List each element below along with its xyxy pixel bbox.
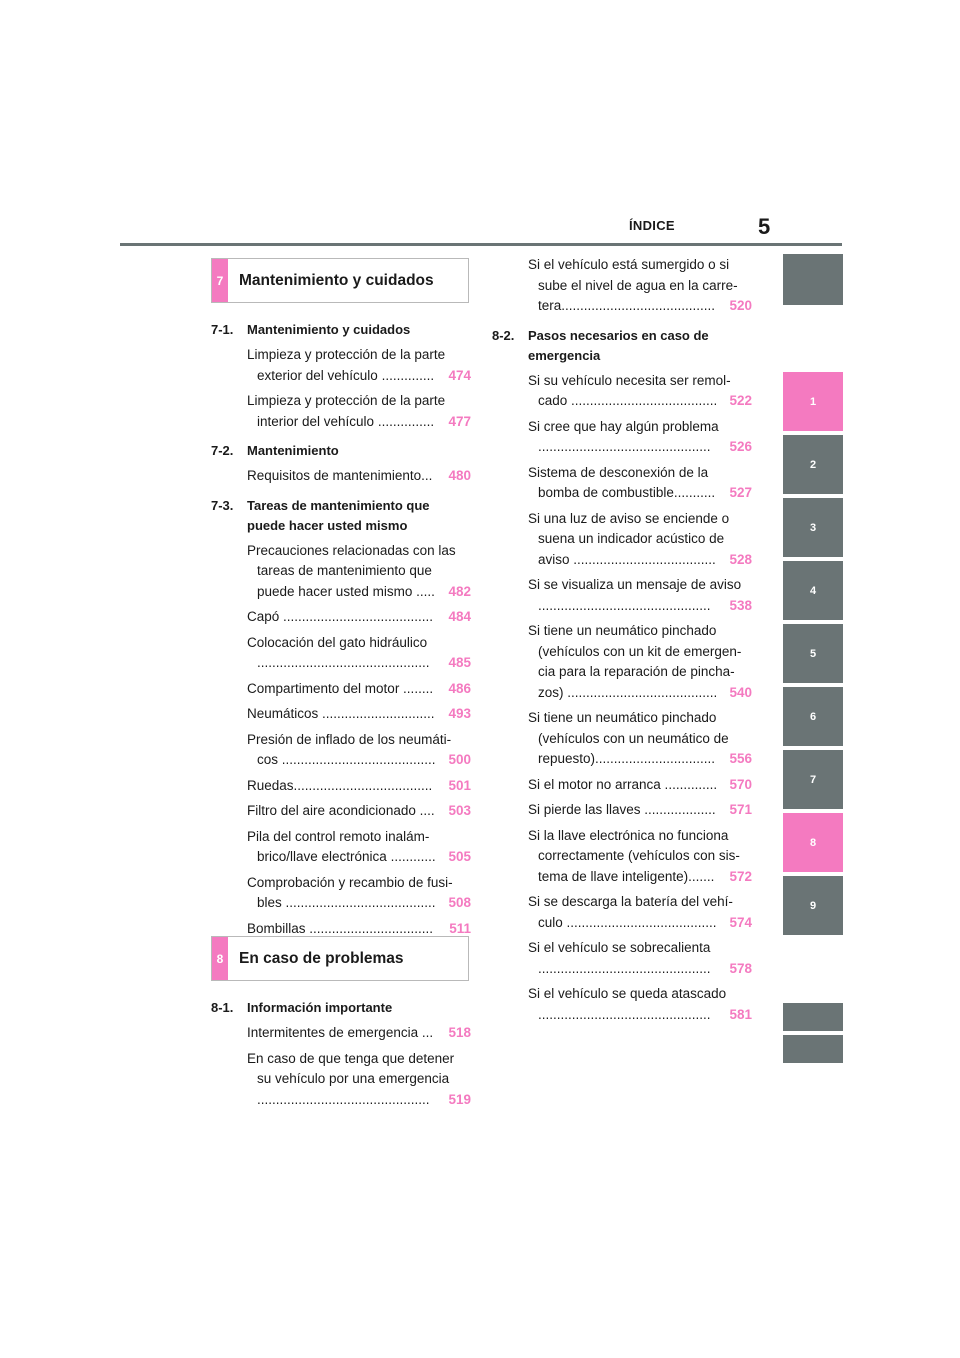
page-link[interactable]: 503	[445, 801, 471, 822]
page-link[interactable]: 518	[445, 1023, 471, 1044]
page-number: 5	[758, 214, 771, 239]
toc-entry[interactable]: Si cree que hay algún problema .............................................. 526	[492, 417, 752, 458]
page-link[interactable]: 527	[726, 483, 752, 504]
page-link[interactable]: 493	[445, 704, 471, 725]
page-link[interactable]: 540	[726, 683, 752, 704]
section-title: Mantenimiento y cuidados	[239, 271, 434, 289]
page-link[interactable]: 571	[726, 800, 752, 821]
toc-group-8-2	[492, 326, 752, 1026]
group-heading: 7-1. Mantenimiento y cuidados	[211, 322, 411, 337]
page-link[interactable]: 477	[445, 412, 471, 433]
toc-entry[interactable]: Capó ........................................ 484	[211, 607, 471, 628]
toc-group-7-3	[211, 496, 471, 940]
toc-entry[interactable]: Si se descarga la batería del vehí- culo ........................................ 574	[492, 892, 752, 933]
toc-group-7-2	[211, 441, 471, 487]
page-link[interactable]: 570	[726, 775, 752, 796]
toc-entry[interactable]: Compartimento del motor ........ 486	[211, 679, 471, 700]
page-link[interactable]: 520	[726, 296, 752, 317]
toc-entry[interactable]: Neumáticos .............................. 493	[211, 704, 471, 725]
header-title: ÍNDICE	[629, 218, 675, 233]
page-link[interactable]: 474	[445, 366, 471, 387]
side-tab-1[interactable]: 1	[783, 372, 843, 431]
toc-column-left	[211, 320, 471, 948]
page-link[interactable]: 572	[726, 867, 752, 888]
section-header-7	[211, 258, 469, 303]
toc-entry[interactable]: Precauciones relacionadas con las tareas de mantenimiento que puede hacer usted mismo ..... 482	[211, 541, 471, 603]
header-rule	[120, 243, 842, 246]
page-link[interactable]: 484	[445, 607, 471, 628]
group-heading: 7-2. Mantenimiento	[211, 443, 339, 458]
toc-column-right	[492, 250, 752, 1034]
toc-entry[interactable]: En caso de que tenga que detener su vehículo por una emergencia .............................................. 519	[211, 1049, 471, 1111]
toc-entry[interactable]: Si su vehículo necesita ser remol- cado ....................................... 522	[492, 371, 752, 412]
page-link[interactable]: 581	[726, 1005, 752, 1026]
page-link[interactable]: 511	[446, 919, 471, 940]
toc-entry[interactable]: Requisitos de mantenimiento... 480	[211, 466, 471, 487]
side-tab-blank-top[interactable]	[783, 254, 843, 305]
toc-group-8-1-cont	[492, 255, 752, 317]
page-link[interactable]: 501	[445, 776, 471, 797]
side-tab-9[interactable]: 9	[783, 876, 843, 935]
page-link[interactable]: 508	[445, 893, 471, 914]
side-tab-3[interactable]: 3	[783, 498, 843, 557]
page-link[interactable]: 482	[445, 582, 471, 603]
toc-entry[interactable]: Si una luz de aviso se enciende o suena un indicador acústico de aviso ...................................... 528	[492, 509, 752, 571]
section-number: 8	[212, 937, 228, 980]
page-link[interactable]: 500	[445, 750, 471, 771]
toc-entry[interactable]: Si la llave electrónica no funciona correctamente (vehículos con sis- tema de llave inteligente)....... 572	[492, 826, 752, 888]
toc-entry[interactable]: Presión de inflado de los neumáti- cos ......................................... 500	[211, 730, 471, 771]
toc-entry[interactable]: Pila del control remoto inalám- brico/llave electrónica ............ 505	[211, 827, 471, 868]
side-tab-8[interactable]: 8	[783, 813, 843, 872]
toc-entry[interactable]: Si el vehículo se sobrecalienta .............................................. 578	[492, 938, 752, 979]
side-tab-4[interactable]: 4	[783, 561, 843, 620]
toc-group-8-1	[211, 998, 471, 1110]
page-link[interactable]: 519	[445, 1090, 471, 1111]
toc-entry[interactable]: Comprobación y recambio de fusi- bles ........................................ 508	[211, 873, 471, 914]
page-link[interactable]: 480	[445, 466, 471, 487]
toc-entry[interactable]: Sistema de desconexión de la bomba de combustible........... 527	[492, 463, 752, 504]
toc-entry[interactable]: Si el vehículo se queda atascado .............................................. 581	[492, 984, 752, 1025]
toc-group-7-1	[211, 320, 471, 432]
toc-entry[interactable]: Intermitentes de emergencia ... 518	[211, 1023, 471, 1044]
toc-entry[interactable]: Filtro del aire acondicionado .... 503	[211, 801, 471, 822]
page-link[interactable]: 522	[726, 391, 752, 412]
section-number: 7	[212, 259, 228, 302]
page-link[interactable]: 556	[726, 749, 752, 770]
section-header-8	[211, 936, 469, 981]
page-link[interactable]: 485	[445, 653, 471, 674]
side-tab-blank-index[interactable]	[783, 1003, 843, 1031]
side-tab-7[interactable]: 7	[783, 750, 843, 809]
side-tab-5[interactable]: 5	[783, 624, 843, 683]
page-link[interactable]: 486	[445, 679, 471, 700]
toc-entry[interactable]: Si pierde las llaves ................... 571	[492, 800, 752, 821]
toc-entry[interactable]: Bombillas ................................. 511	[211, 919, 471, 940]
toc-entry[interactable]: Si se visualiza un mensaje de aviso .............................................. 538	[492, 575, 752, 616]
side-tab-blank-last[interactable]	[783, 1035, 843, 1063]
page-link[interactable]: 578	[726, 959, 752, 980]
toc-entry[interactable]: Limpieza y protección de la parte interior del vehículo ............... 477	[211, 391, 471, 432]
page-link[interactable]: 538	[726, 596, 752, 617]
toc-entry[interactable]: Ruedas..................................... 501	[211, 776, 471, 797]
toc-entry[interactable]: Si el vehículo está sumergido o si sube el nivel de agua en la carre- tera......................................... 520	[492, 255, 752, 317]
group-heading: 8-2. Pasos necesarios en caso de emergencia	[492, 327, 709, 363]
page-link[interactable]: 505	[445, 847, 471, 868]
page-link[interactable]: 526	[726, 437, 752, 458]
group-heading: 8-1. Información importante	[211, 1000, 393, 1015]
page-link[interactable]: 528	[726, 550, 752, 571]
toc-entry[interactable]: Limpieza y protección de la parte exterior del vehículo .............. 474	[211, 345, 471, 386]
side-tab-6[interactable]: 6	[783, 687, 843, 746]
toc-column-left-lower	[211, 998, 471, 1119]
toc-entry[interactable]: Colocación del gato hidráulico .............................................. 485	[211, 633, 471, 674]
toc-entry[interactable]: Si tiene un neumático pinchado (vehículos con un neumático de repuesto)................................ 556	[492, 708, 752, 770]
group-heading: 7-3. Tareas de mantenimiento que puede hacer usted mismo	[211, 497, 430, 533]
toc-entry[interactable]: Si tiene un neumático pinchado (vehículos con un kit de emergen- cia para la reparación de pincha- zos) ........................................ 540	[492, 621, 752, 703]
page-link[interactable]: 574	[726, 913, 752, 934]
toc-entry[interactable]: Si el motor no arranca .............. 570	[492, 775, 752, 796]
side-tab-2[interactable]: 2	[783, 435, 843, 494]
section-title: En caso de problemas	[239, 949, 404, 967]
